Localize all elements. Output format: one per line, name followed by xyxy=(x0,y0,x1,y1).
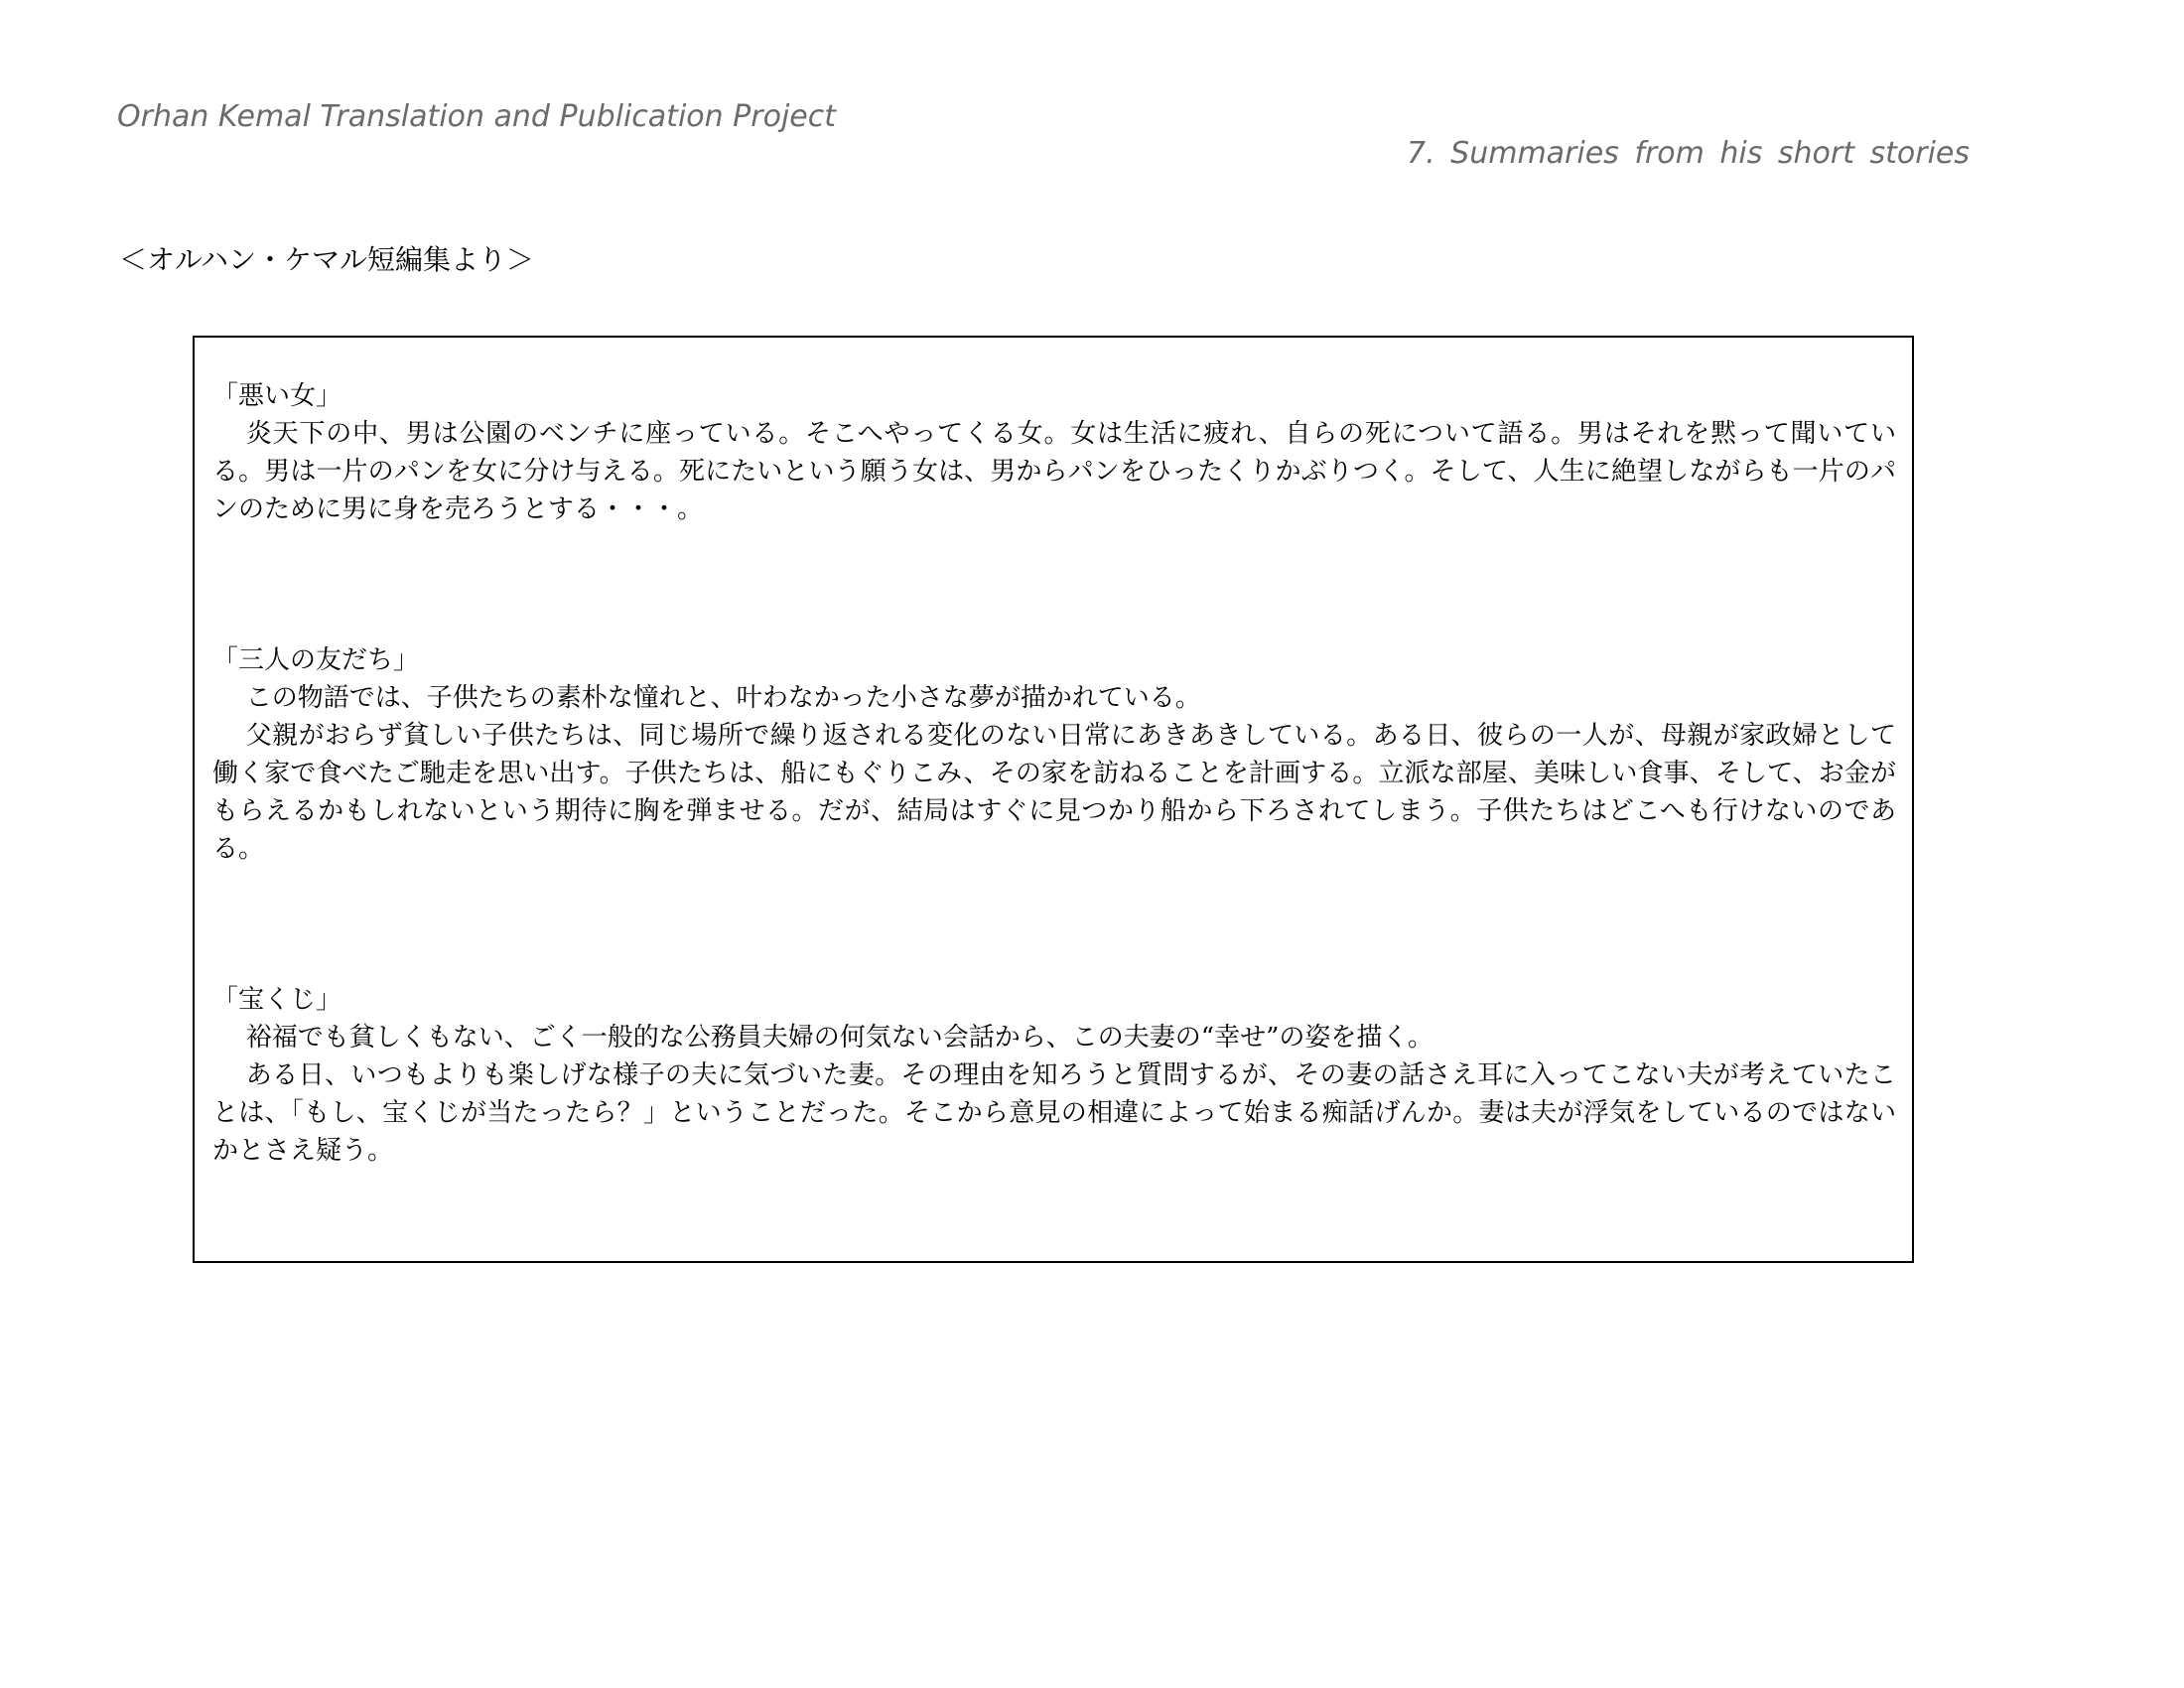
story-lottery xyxy=(212,981,1896,1170)
story-three-friends xyxy=(212,641,1896,868)
story-paragraph: 炎天下の中、男は公園のベンチに座っている。そこへやってくる女。女は生活に疲れ、自らの死について語る。男はそれを黙って聞いている。男は一片のパンを女に分け与える。死にたいという願う女は、男からパンをひったくりかぶりつく。そして、人生に絶望しながらも一片のパンのために男に身を売ろうとする・・・。 xyxy=(212,419,1896,524)
story-bad-woman xyxy=(212,377,1896,528)
story-paragraph: 裕福でも貧しくもない、ごく一般的な公務員夫婦の何気ない会話から、この夫妻の“幸せ”の姿を描く。 xyxy=(245,1023,1433,1053)
story-paragraph: ある日、いつもよりも楽しげな様子の夫に気づいた妻。その理由を知ろうと質問するが、その妻の話さえ耳に入ってこない夫が考えていたことは、「もし、宝くじが当たったら？」ということだった。そこから意見の相違によって始まる痴話げんか。妻は夫が浮気をしているのではないかとさえ疑う。 xyxy=(212,1060,1896,1166)
story-paragraph: この物語では、子供たちの素朴な憧れと、叶わなかった小さな夢が描かれている。 xyxy=(245,683,1201,713)
story-summaries-box xyxy=(193,336,1914,1263)
story-title: 「宝くじ」 xyxy=(212,985,342,1015)
collection-title: ＜オルハン・ケマル短編集より＞ xyxy=(119,243,535,276)
story-title: 「悪い女」 xyxy=(212,381,342,411)
project-title: Orhan Kemal Translation and Publication Project xyxy=(117,99,837,134)
story-title: 「三人の友だち」 xyxy=(212,645,420,675)
story-paragraph: 父親がおらず貧しい子供たちは、同じ場所で繰り返される変化のない日常にあきあきしている。ある日、彼らの一人が、母親が家政婦として働く家で食べたご馳走を思い出す。子供たちは、船にもぐりこみ、その家を訪ねることを計画する。立派な部屋、美味しい食事、そして、お金がもらえるかもしれないという期待に胸を弾ませる。だが、結局はすぐに見つかり船から下ろされてしまう。子供たちはどこへも行けないのである。 xyxy=(212,721,1896,864)
section-title: 7. Summaries from his short stories xyxy=(1407,136,1970,171)
